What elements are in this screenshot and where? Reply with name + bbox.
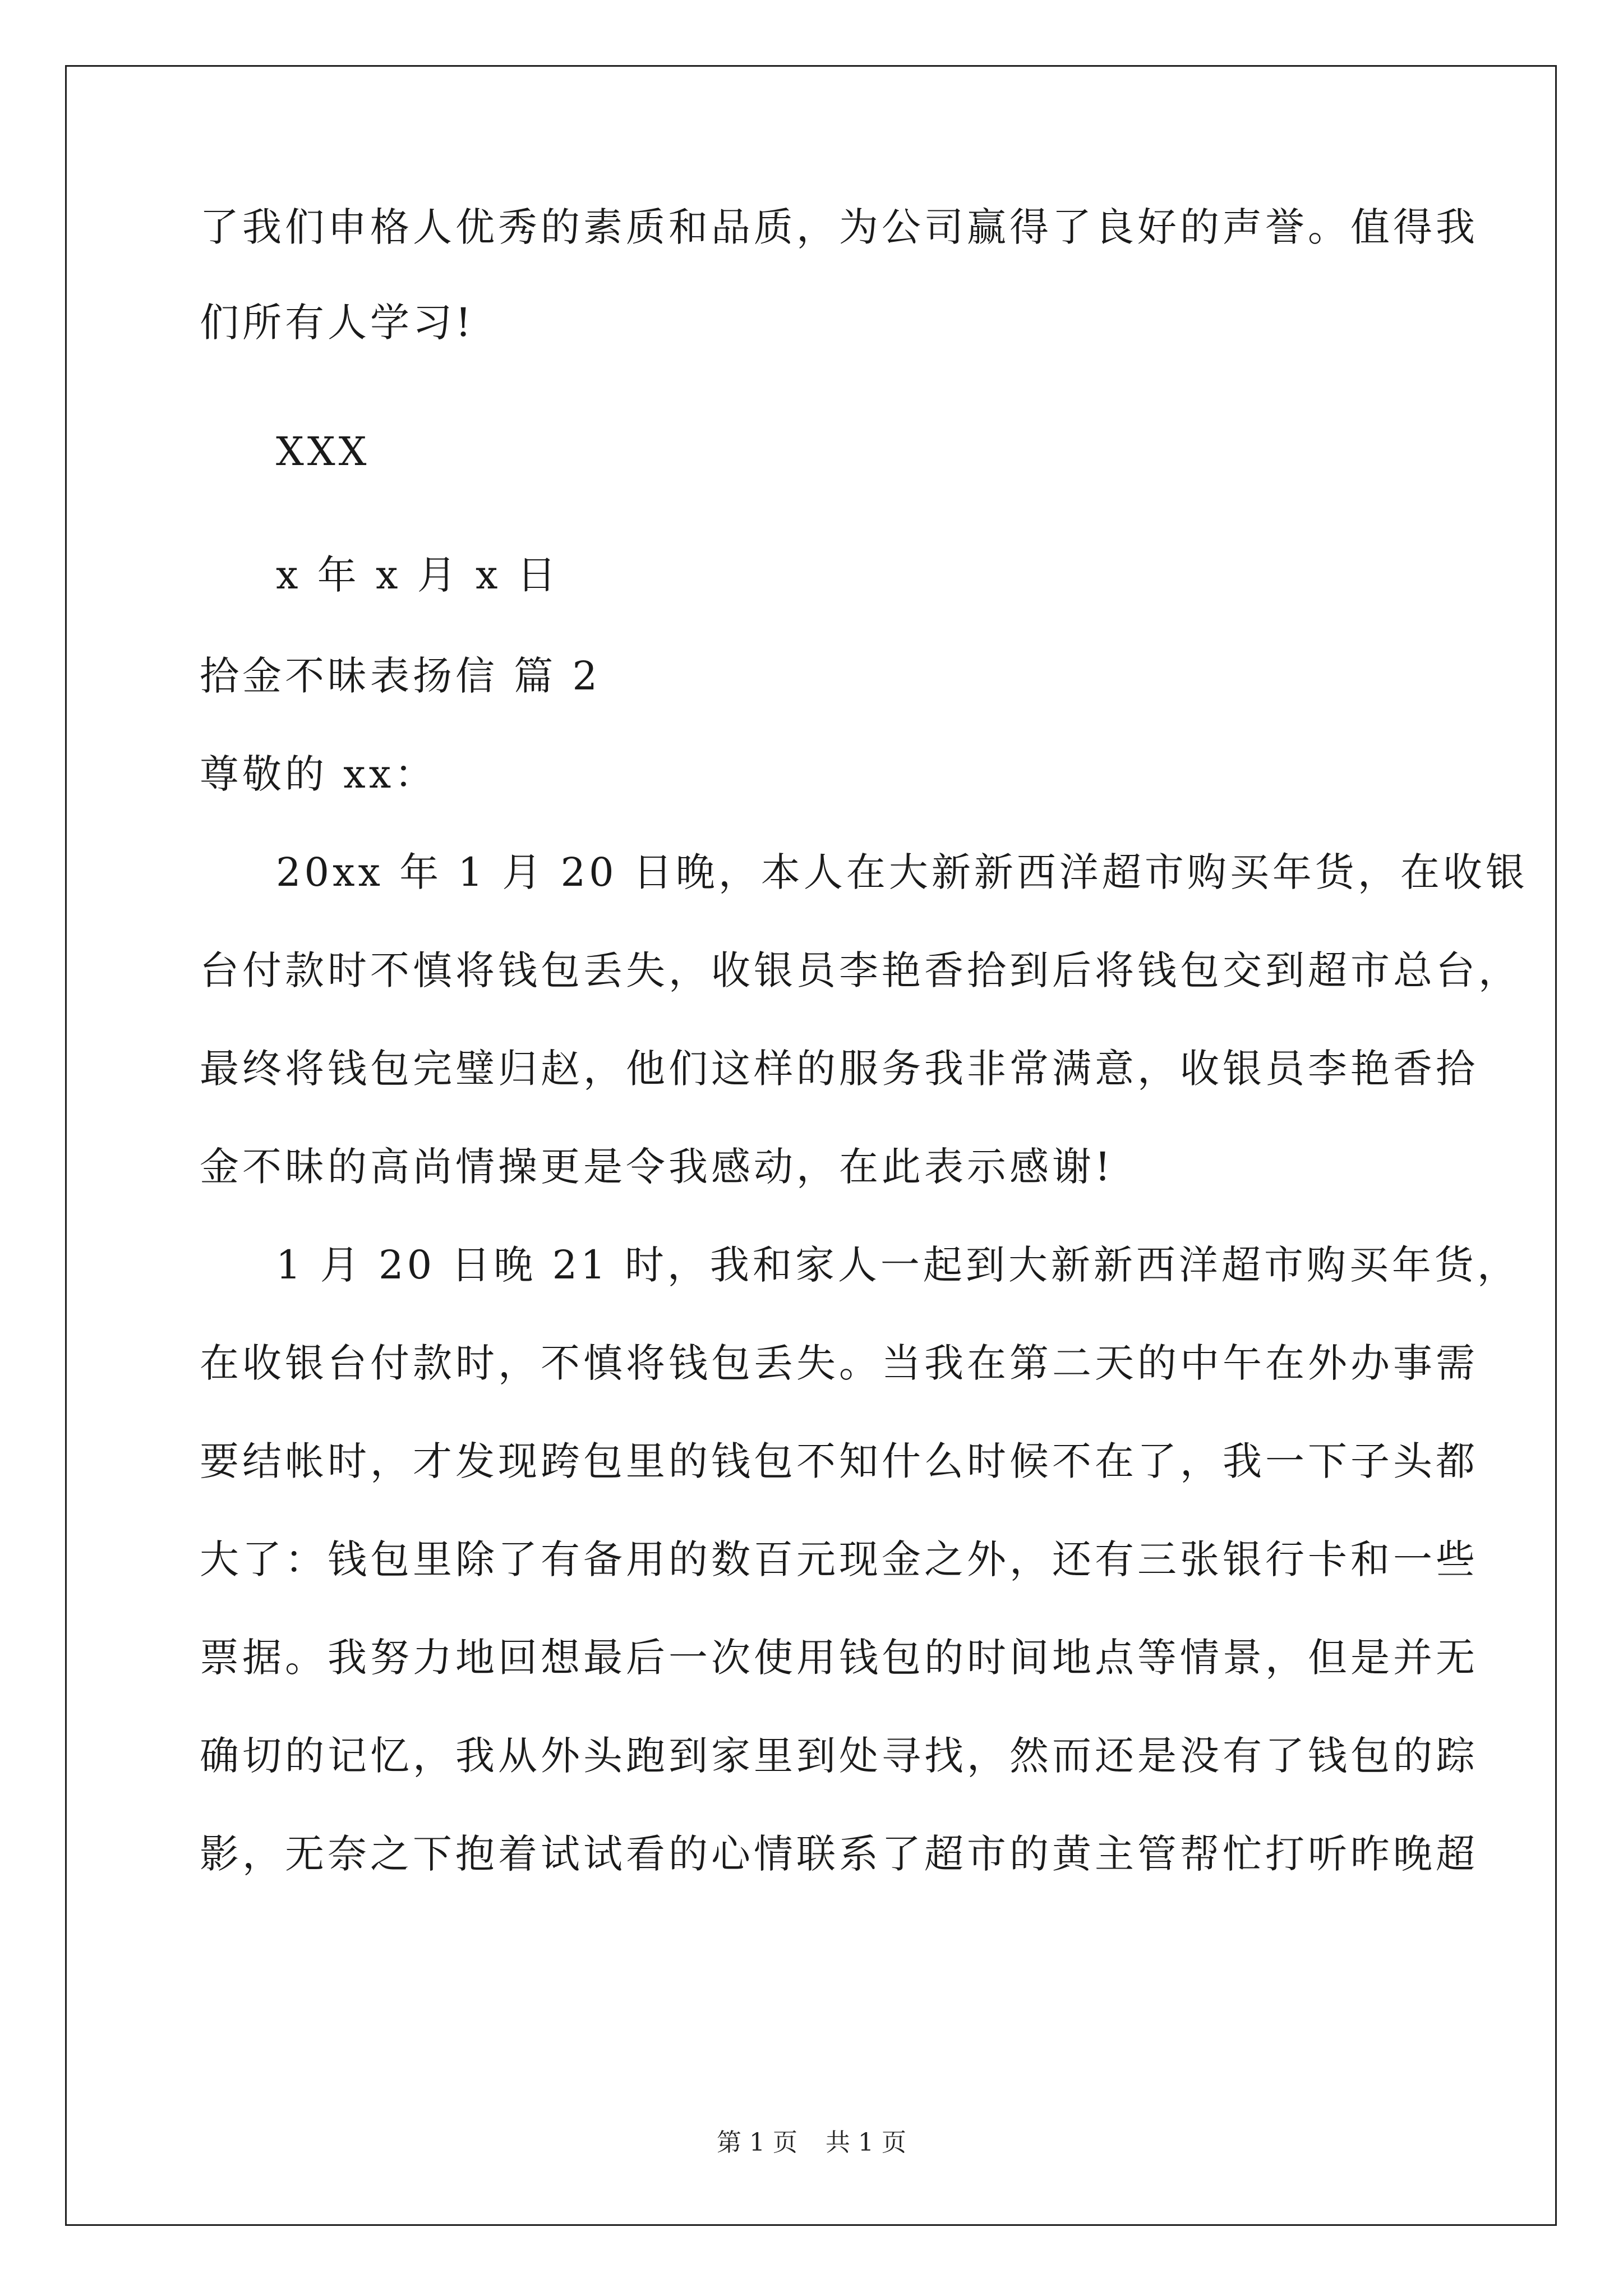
text-line: 了我们申格人优秀的素质和品质，为公司赢得了良好的声誉。值得我 — [200, 204, 1478, 250]
page-total: 共 1 页 — [826, 2128, 906, 2157]
text-line: 金不昧的高尚情操更是令我感动，在此表示感谢! — [200, 1144, 1114, 1190]
text-line: 20xx 年 1 月 20 日晚，本人在大新新西洋超市购买年货，在收银 — [276, 849, 1528, 895]
text-line: 1 月 20 日晚 21 时，我和家人一起到大新新西洋超市购买年货， — [276, 1242, 1520, 1288]
text-line: 确切的记忆，我从外头跑到家里到处寻找，然而还是没有了钱包的踪 — [200, 1733, 1478, 1779]
text-line: 们所有人学习! — [200, 300, 475, 346]
page-footer — [0, 2126, 1623, 2160]
text-line: 大了：钱包里除了有备用的数百元现金之外，还有三张银行卡和一些 — [200, 1536, 1478, 1582]
section-title: 拾金不昧表扬信 篇 2 — [200, 653, 601, 699]
salutation: 尊敬的 xx： — [200, 751, 437, 797]
page-number: 第 1 页 — [717, 2128, 797, 2157]
signature-name: XXX — [276, 429, 370, 475]
signature-date: x 年 x 月 x 日 — [276, 552, 560, 598]
text-line: 最终将钱包完璧归赵，他们这样的服务我非常满意，收银员李艳香拾 — [200, 1046, 1478, 1092]
text-line: 要结帐时，才发现跨包里的钱包不知什么时候不在了，我一下子头都 — [200, 1438, 1478, 1484]
text-line: 台付款时不慎将钱包丢失，收银员李艳香拾到后将钱包交到超市总台， — [200, 947, 1521, 993]
text-line: 在收银台付款时，不慎将钱包丢失。当我在第二天的中午在外办事需 — [200, 1340, 1478, 1386]
text-line: 影，无奈之下抱着试试看的心情联系了超市的黄主管帮忙打听昨晚超 — [200, 1831, 1478, 1877]
text-line: 票据。我努力地回想最后一次使用钱包的时间地点等情景，但是并无 — [200, 1635, 1478, 1681]
